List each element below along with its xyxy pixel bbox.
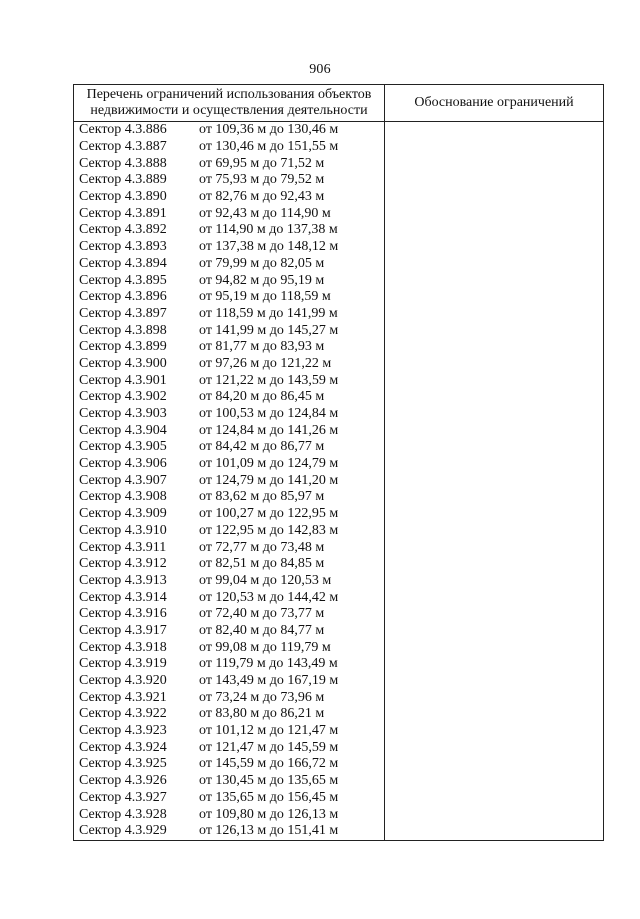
table-row [74, 790, 604, 807]
sector-id: Сектор 4.3.918 [79, 639, 167, 655]
height-range: от 69,95 м до 71,52 м [199, 155, 325, 171]
justification-cell [385, 573, 604, 590]
restriction-cell [74, 489, 385, 506]
table-row [74, 806, 604, 823]
sector-id: Сектор 4.3.892 [79, 222, 167, 238]
height-range: от 121,47 м до 145,59 м [199, 739, 339, 755]
header-restrictions-list: Перечень ограничений использования объектов недвижимости и осуществления деятельности [74, 85, 385, 122]
restriction-cell [74, 322, 385, 339]
height-range: от 72,77 м до 73,48 м [199, 539, 325, 555]
table-row [74, 139, 604, 156]
justification-cell [385, 523, 604, 540]
height-range: от 84,42 м до 86,77 м [199, 439, 325, 455]
height-range: от 119,79 м до 143,49 м [199, 656, 338, 672]
sector-id: Сектор 4.3.920 [79, 673, 167, 689]
restriction-cell [74, 122, 385, 139]
restriction-cell [74, 172, 385, 189]
height-range: от 79,99 м до 82,05 м [199, 255, 325, 271]
justification-cell [385, 489, 604, 506]
restriction-cell [74, 389, 385, 406]
table-row [74, 205, 604, 222]
restriction-cell [74, 606, 385, 623]
sector-id: Сектор 4.3.924 [79, 739, 167, 755]
table-row [74, 656, 604, 673]
justification-cell [385, 172, 604, 189]
table-row [74, 706, 604, 723]
sector-id: Сектор 4.3.917 [79, 622, 167, 638]
height-range: от 109,36 м до 130,46 м [199, 122, 339, 138]
restriction-cell [74, 472, 385, 489]
justification-cell [385, 823, 604, 840]
justification-cell [385, 623, 604, 640]
sector-id: Сектор 4.3.893 [79, 239, 167, 255]
restriction-cell [74, 422, 385, 439]
restriction-cell [74, 439, 385, 456]
height-range: от 124,79 м до 141,20 м [199, 472, 339, 488]
table-row [74, 472, 604, 489]
height-range: от 82,40 м до 84,77 м [199, 622, 325, 638]
height-range: от 94,82 м до 95,19 м [199, 272, 325, 288]
sector-id: Сектор 4.3.913 [79, 572, 167, 588]
table-row [74, 306, 604, 323]
sector-id: Сектор 4.3.919 [79, 656, 167, 672]
height-range: от 130,45 м до 135,65 м [199, 773, 339, 789]
height-range: от 109,80 м до 126,13 м [199, 806, 339, 822]
sector-id: Сектор 4.3.891 [79, 205, 167, 221]
restriction-cell [74, 306, 385, 323]
sector-id: Сектор 4.3.922 [79, 706, 167, 722]
sector-id: Сектор 4.3.912 [79, 556, 167, 572]
table-row [74, 539, 604, 556]
height-range: от 135,65 м до 156,45 м [199, 789, 339, 805]
height-range: от 83,62 м до 85,97 м [199, 489, 325, 505]
restriction-cell [74, 155, 385, 172]
height-range: от 143,49 м до 167,19 м [199, 673, 339, 689]
table-row [74, 256, 604, 273]
height-range: от 95,19 м до 118,59 м [199, 289, 331, 305]
sector-id: Сектор 4.3.929 [79, 823, 167, 839]
table-row [74, 339, 604, 356]
sector-id: Сектор 4.3.921 [79, 689, 167, 705]
table-header-row [74, 85, 604, 122]
restriction-cell [74, 623, 385, 640]
justification-cell [385, 356, 604, 373]
height-range: от 83,80 м до 86,21 м [199, 706, 325, 722]
restriction-cell [74, 639, 385, 656]
justification-cell [385, 189, 604, 206]
table-row [74, 155, 604, 172]
restriction-cell [74, 456, 385, 473]
sector-id: Сектор 4.3.894 [79, 255, 167, 271]
sector-id: Сектор 4.3.904 [79, 422, 167, 438]
height-range: от 75,93 м до 79,52 м [199, 172, 325, 188]
height-range: от 120,53 м до 144,42 м [199, 589, 339, 605]
table-row [74, 756, 604, 773]
table-row [74, 739, 604, 756]
sector-id: Сектор 4.3.901 [79, 372, 167, 388]
header-justification: Обоснование ограничений [385, 85, 604, 122]
justification-cell [385, 506, 604, 523]
table-row [74, 623, 604, 640]
justification-cell [385, 406, 604, 423]
justification-cell [385, 122, 604, 139]
table-row [74, 606, 604, 623]
restriction-cell [74, 256, 385, 273]
table-row [74, 172, 604, 189]
sector-id: Сектор 4.3.928 [79, 806, 167, 822]
justification-cell [385, 222, 604, 239]
justification-cell [385, 739, 604, 756]
justification-cell [385, 239, 604, 256]
table-row [74, 422, 604, 439]
restriction-cell [74, 756, 385, 773]
restriction-cell [74, 339, 385, 356]
height-range: от 92,43 м до 114,90 м [199, 205, 331, 221]
table-row [74, 523, 604, 540]
justification-cell [385, 806, 604, 823]
restriction-cell [74, 139, 385, 156]
height-range: от 121,22 м до 143,59 м [199, 372, 339, 388]
height-range: от 101,09 м до 124,79 м [199, 456, 339, 472]
restriction-cell [74, 205, 385, 222]
restriction-cell [74, 506, 385, 523]
restriction-cell [74, 823, 385, 840]
justification-cell [385, 656, 604, 673]
height-range: от 84,20 м до 86,45 м [199, 389, 325, 405]
sector-id: Сектор 4.3.887 [79, 139, 167, 155]
table-row [74, 506, 604, 523]
height-range: от 145,59 м до 166,72 м [199, 756, 339, 772]
restriction-cell [74, 289, 385, 306]
table-row [74, 456, 604, 473]
justification-cell [385, 372, 604, 389]
restriction-cell [74, 239, 385, 256]
table-row [74, 639, 604, 656]
height-range: от 130,46 м до 151,55 м [199, 139, 339, 155]
justification-cell [385, 289, 604, 306]
table-row [74, 489, 604, 506]
sector-id: Сектор 4.3.923 [79, 723, 167, 739]
sector-id: Сектор 4.3.889 [79, 172, 167, 188]
justification-cell [385, 256, 604, 273]
restriction-cell [74, 706, 385, 723]
table-row [74, 322, 604, 339]
sector-id: Сектор 4.3.909 [79, 506, 167, 522]
justification-cell [385, 322, 604, 339]
sector-id: Сектор 4.3.908 [79, 489, 167, 505]
height-range: от 81,77 м до 83,93 м [199, 339, 325, 355]
table-row [74, 239, 604, 256]
sector-id: Сектор 4.3.927 [79, 789, 167, 805]
restriction-cell [74, 806, 385, 823]
restriction-cell [74, 272, 385, 289]
justification-cell [385, 306, 604, 323]
sector-id: Сектор 4.3.900 [79, 355, 167, 371]
restriction-cell [74, 222, 385, 239]
sector-id: Сектор 4.3.890 [79, 189, 167, 205]
restriction-cell [74, 723, 385, 740]
justification-cell [385, 139, 604, 156]
restriction-cell [74, 573, 385, 590]
height-range: от 99,04 м до 120,53 м [199, 572, 332, 588]
restriction-cell [74, 556, 385, 573]
table-row [74, 389, 604, 406]
sector-id: Сектор 4.3.896 [79, 289, 167, 305]
justification-cell [385, 539, 604, 556]
height-range: от 100,53 м до 124,84 м [199, 406, 339, 422]
table-body [74, 122, 604, 841]
justification-cell [385, 773, 604, 790]
table-row [74, 272, 604, 289]
table-row [74, 589, 604, 606]
justification-cell [385, 606, 604, 623]
table-row [74, 189, 604, 206]
height-range: от 82,51 м до 84,85 м [199, 556, 325, 572]
table-row [74, 406, 604, 423]
restriction-cell [74, 372, 385, 389]
sector-id: Сектор 4.3.906 [79, 456, 167, 472]
restriction-cell [74, 673, 385, 690]
page-number: 906 [309, 62, 331, 77]
justification-cell [385, 472, 604, 489]
justification-cell [385, 422, 604, 439]
restriction-cell [74, 189, 385, 206]
justification-cell [385, 439, 604, 456]
restriction-cell [74, 739, 385, 756]
table-row [74, 556, 604, 573]
table-row [74, 356, 604, 373]
justification-cell [385, 155, 604, 172]
justification-cell [385, 589, 604, 606]
sector-id: Сектор 4.3.907 [79, 472, 167, 488]
height-range: от 82,76 м до 92,43 м [199, 189, 325, 205]
height-range: от 101,12 м до 121,47 м [199, 723, 339, 739]
table-row [74, 823, 604, 840]
sector-id: Сектор 4.3.902 [79, 389, 167, 405]
restriction-cell [74, 356, 385, 373]
height-range: от 97,26 м до 121,22 м [199, 355, 332, 371]
height-range: от 100,27 м до 122,95 м [199, 506, 339, 522]
table-row [74, 439, 604, 456]
sector-id: Сектор 4.3.905 [79, 439, 167, 455]
restriction-cell [74, 790, 385, 807]
justification-cell [385, 689, 604, 706]
table-row [74, 673, 604, 690]
height-range: от 137,38 м до 148,12 м [199, 239, 339, 255]
sector-id: Сектор 4.3.925 [79, 756, 167, 772]
sector-id: Сектор 4.3.903 [79, 406, 167, 422]
table-row [74, 573, 604, 590]
table-row [74, 289, 604, 306]
height-range: от 124,84 м до 141,26 м [199, 422, 339, 438]
sector-id: Сектор 4.3.895 [79, 272, 167, 288]
sector-id: Сектор 4.3.916 [79, 606, 167, 622]
justification-cell [385, 706, 604, 723]
restriction-cell [74, 656, 385, 673]
table-row [74, 773, 604, 790]
restriction-cell [74, 523, 385, 540]
height-range: от 72,40 м до 73,77 м [199, 606, 325, 622]
justification-cell [385, 389, 604, 406]
justification-cell [385, 556, 604, 573]
restriction-cell [74, 773, 385, 790]
justification-cell [385, 673, 604, 690]
justification-cell [385, 756, 604, 773]
height-range: от 118,59 м до 141,99 м [199, 305, 338, 321]
justification-cell [385, 723, 604, 740]
table-row [74, 222, 604, 239]
justification-cell [385, 790, 604, 807]
height-range: от 99,08 м до 119,79 м [199, 639, 331, 655]
table-row [74, 372, 604, 389]
sector-id: Сектор 4.3.914 [79, 589, 167, 605]
table-row [74, 689, 604, 706]
sector-id: Сектор 4.3.899 [79, 339, 167, 355]
justification-cell [385, 272, 604, 289]
height-range: от 122,95 м до 142,83 м [199, 522, 339, 538]
sector-id: Сектор 4.3.910 [79, 522, 167, 538]
sector-id: Сектор 4.3.926 [79, 773, 167, 789]
restriction-cell [74, 539, 385, 556]
height-range: от 141,99 м до 145,27 м [199, 322, 339, 338]
restriction-cell [74, 589, 385, 606]
restriction-cell [74, 689, 385, 706]
justification-cell [385, 339, 604, 356]
table-row [74, 122, 604, 139]
sector-id: Сектор 4.3.886 [79, 122, 167, 138]
height-range: от 73,24 м до 73,96 м [199, 689, 325, 705]
restrictions-table [73, 84, 604, 841]
justification-cell [385, 456, 604, 473]
height-range: от 114,90 м до 137,38 м [199, 222, 338, 238]
sector-id: Сектор 4.3.897 [79, 305, 167, 321]
restriction-cell [74, 406, 385, 423]
height-range: от 126,13 м до 151,41 м [199, 823, 339, 839]
sector-id: Сектор 4.3.898 [79, 322, 167, 338]
sector-id: Сектор 4.3.911 [79, 539, 167, 555]
justification-cell [385, 639, 604, 656]
justification-cell [385, 205, 604, 222]
table-row [74, 723, 604, 740]
sector-id: Сектор 4.3.888 [79, 155, 167, 171]
